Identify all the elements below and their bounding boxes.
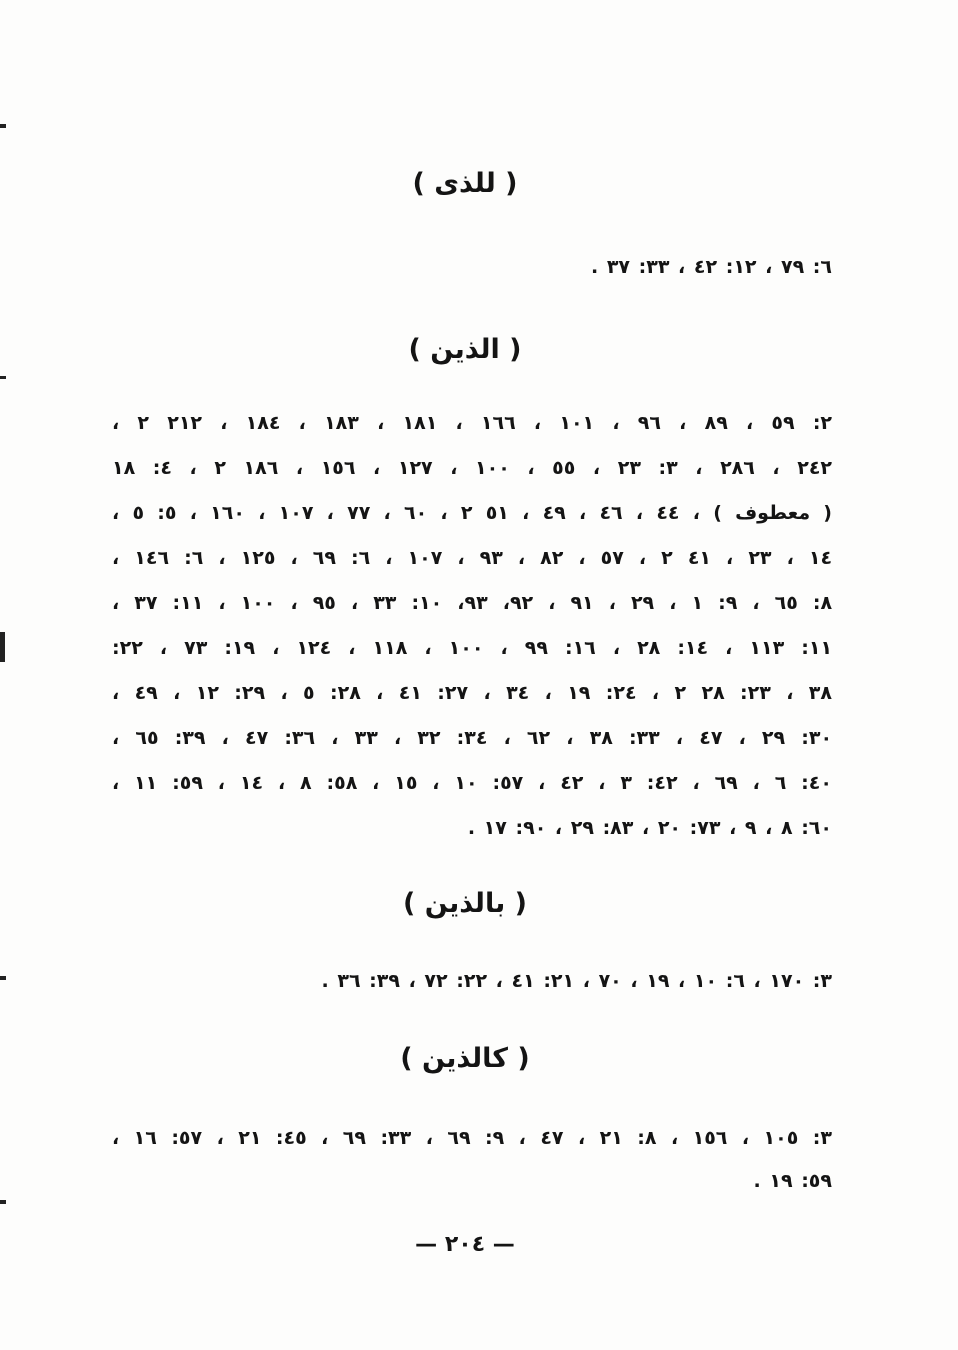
reference-line: ١١: ١١٣ ، ١٤: ٢٨ ، ١٦: ٩٩ ، ١٠٠ ، ١١٨ ، ١٢٤ ، ١٩: ٧٣ ، ٢٢: [112, 637, 833, 659]
reference-line: ( معطوف ) ، ٤٤ ، ٤٦ ، ٤٩ ، ٥١ ٢ ، ٦٠ ، ٧٧ ، ١٠٧ ، ١٦٠ ، ٥: ٥ ، [112, 502, 832, 524]
reference-line: ٢٤٢ ، ٢٨٦ ، ٣: ٢٣ ، ٥٥ ، ١٠٠ ، ١٢٧ ، ١٥٦ ، ١٨٦ ٢ ، ٤: ١٨ [112, 457, 833, 479]
reference-line: ٣٨ ، ٢٣: ٢٨ ٢ ، ٢٤: ١٩ ، ٣٤ ، ٢٧: ٤١ ، ٢٨: ٥ ، ٢٩: ١٢ ، ٤٩ ، [112, 682, 832, 704]
reference-line: ٣: ١٧٠ ، ٦: ١٠ ، ١٩ ، ٧٠ ، ٢١: ٤١ ، ٢٢: ٧٢ ، ٣٩: ٣٦ . [321, 970, 832, 992]
reference-line: ٢: ٥٩ ، ٨٩ ، ٩٦ ، ١٠١ ، ١٦٦ ، ١٨١ ، ١٨٣ ، ١٨٤ ، ٢١٢ ٢ ، [112, 412, 833, 434]
reference-line: ٦٠: ٨ ، ٩ ، ٧٣: ٢٠ ، ٨٣: ٢٩ ، ٩٠: ١٧ . [467, 817, 832, 839]
reference-line: ٣٠: ٢٩ ، ٤٧ ، ٣٣: ٣٨ ، ٦٢ ، ٣٤: ٣٢ ، ٣٣ ، ٣٦: ٤٧ ، ٣٩: ٦٥ ، [112, 727, 833, 749]
reference-line: ٥٩: ١٩ . [753, 1170, 832, 1192]
scan-edge-mark [0, 976, 6, 980]
reference-line: ٤٠: ٦ ، ٦٩ ، ٤٢: ٣ ، ٤٢ ، ٥٧: ١٠ ، ١٥ ، ٥٨: ٨ ، ١٤ ، ٥٩: ١١ ، [112, 772, 832, 794]
scan-edge-mark [0, 1200, 6, 1204]
reference-line: ٦: ٧٩ ، ١٢: ٤٢ ، ٣٣: ٣٧ . [590, 256, 832, 278]
scan-edge-mark [0, 376, 6, 379]
section-heading: ( بالذين ) [403, 888, 527, 919]
section-heading: ( للذى ) [412, 168, 518, 199]
page-number: — ٢٠٤ — [415, 1232, 515, 1257]
reference-line: ١٤ ، ٢٣ ، ٤١ ٢ ، ٥٧ ، ٨٢ ، ٩٣ ، ١٠٧ ، ٦: ٦٩ ، ١٢٥ ، ٦: ١٤٦ ، [112, 547, 833, 569]
reference-line: ٨: ٦٥ ، ٩: ١ ، ٢٩ ، ٩١ ، ٩٢، ٩٣، ١٠: ٣٣ ، ٩٥ ، ١٠٠ ، ١١: ٣٧ ، [112, 592, 833, 614]
scan-edge-mark [0, 124, 6, 128]
section-heading: ( الذين ) [408, 334, 522, 365]
scan-edge-mark [0, 632, 5, 662]
reference-line: ٣: ١٠٥ ، ١٥٦ ، ٨: ٢١ ، ٤٧ ، ٩: ٦٩ ، ٣٣: ٦٩ ، ٤٥: ٢١ ، ٥٧: ١٦ ، [112, 1127, 832, 1149]
section-heading: ( كالذين ) [400, 1043, 530, 1074]
